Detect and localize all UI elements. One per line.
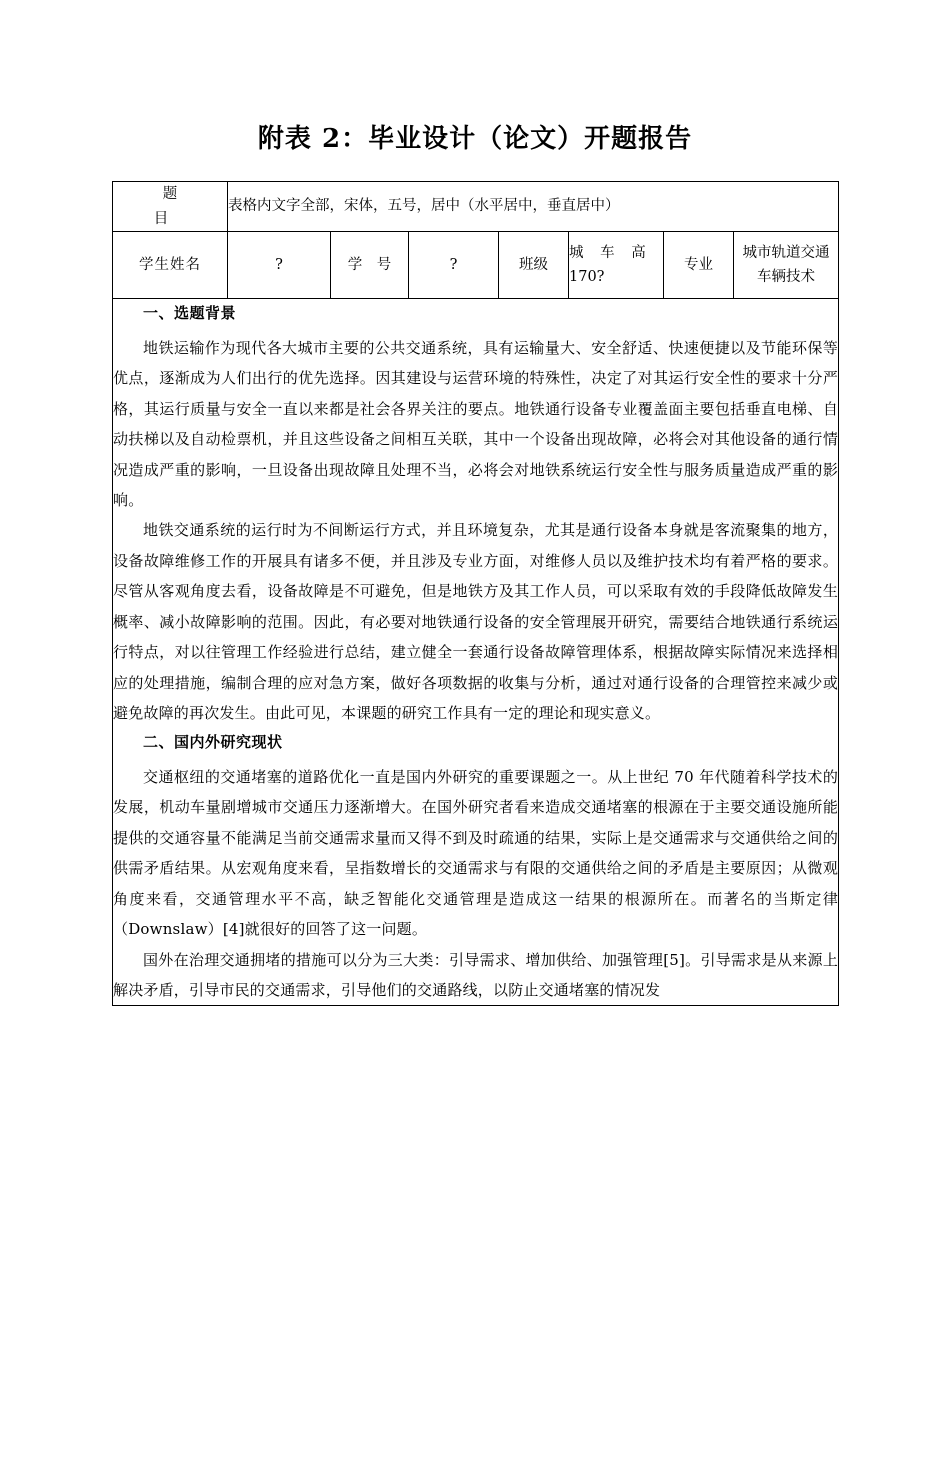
- class-value-line1: 城 车 高: [569, 244, 652, 261]
- subject-label: 题 目: [113, 182, 228, 232]
- report-table: [112, 181, 839, 1006]
- section-heading-background: 一、选题背景: [143, 304, 237, 323]
- major-label: 专业: [664, 232, 734, 299]
- student-name-value: ?: [228, 232, 331, 299]
- table-row-info: [113, 232, 839, 299]
- major-value: [734, 232, 839, 299]
- section-heading-research-status: 二、国内外研究现状: [143, 733, 283, 752]
- major-value-line1: 城市轨道交通: [742, 244, 830, 261]
- student-name-label: 学生姓名: [113, 232, 228, 299]
- section1-paragraph-2: 地铁交通系统的运行时为不间断运行方式，并且环境复杂，尤其是通行设备本身就是客流聚集的地方，设备故障维修工作的开展具有诸多不便，并且涉及专业方面，对维修人员以及维护技术均有着严格的要求。尽管从客观角度去看，设备故障是不可避免，但是地铁方及其工作人员，可以采取有效的手段降低故障发生概率、减小故障影响的范围。因此，有必要对地铁通行设备的安全管理展开研究，需要结合地铁通行系统运行特点，对以往管理工作经验进行总结，建立健全一套通行设备故障管理体系，根据故障实际情况来选择相应的处理措施，编制合理的应对急方案，做好各项数据的收集与分析，通过对通行设备的合理管控来减少或避免故障的再次发生。由此可见，本课题的研究工作具有一定的理论和现实意义。: [113, 521, 839, 723]
- class-label: 班级: [499, 232, 569, 299]
- class-value-line2: 170?: [569, 269, 605, 286]
- major-value-line2: 车辆技术: [757, 269, 816, 286]
- table-row-content: [113, 299, 839, 1006]
- table-row-subject: [113, 182, 839, 232]
- report-body: [113, 299, 839, 1006]
- page-title: 附表 2：毕业设计（论文）开题报告: [257, 124, 693, 154]
- section1-paragraph-1: 地铁运输作为现代各大城市主要的公共交通系统，具有运输量大、安全舒适、快速便捷以及节能环保等优点，逐渐成为人们出行的优先选择。因其建设与运营环境的特殊性，决定了对其运行安全性的要求十分严格，其运行质量与安全一直以来都是社会各界关注的要点。地铁通行设备专业覆盖面主要包括垂直电梯、自动扶梯以及自动检票机，并且这些设备之间相互关联，其中一个设备出现故障，必将会对其他设备的通行情况造成严重的影响，一旦设备出现故障且处理不当，必将会对地铁系统运行安全性与服务质量造成严重的影响。: [113, 338, 839, 509]
- class-value: [569, 232, 664, 299]
- document-page: [0, 118, 950, 1462]
- section2-paragraph-1: 交通枢纽的交通堵塞的道路优化一直是国内外研究的重要课题之一。从上世纪 70 年代随着科学技术的发展，机动车量剧增城市交通压力逐渐增大。在国外研究者看来造成交通堵塞的根源在于主要交通设施所能提供的交通容量不能满足当前交通需求量而又得不到及时疏通的结果，实际上是交通需求与交通供给之间的供需矛盾结果。从宏观角度来看，呈指数增长的交通需求与有限的交通供给之间的矛盾是主要原因；从微观角度来看，交通管理水平不高，缺乏智能化交通管理是造成这一结果的根源所在。而著名的当斯定律（Downslaw）[4]就很好的回答了这一问题。: [113, 767, 839, 939]
- student-id-value: ?: [409, 232, 499, 299]
- subject-value: 表格内文字全部，宋体，五号，居中（水平居中，垂直居中）: [228, 182, 839, 232]
- section2-paragraph-2: 国外在治理交通拥堵的措施可以分为三大类：引导需求、增加供给、加强管理[5]。引导需求是从来源上解决矛盾，引导市民的交通需求，引导他们的交通路线，以防止交通堵塞的情况发: [113, 950, 839, 1000]
- student-id-label: 学 号: [331, 232, 409, 299]
